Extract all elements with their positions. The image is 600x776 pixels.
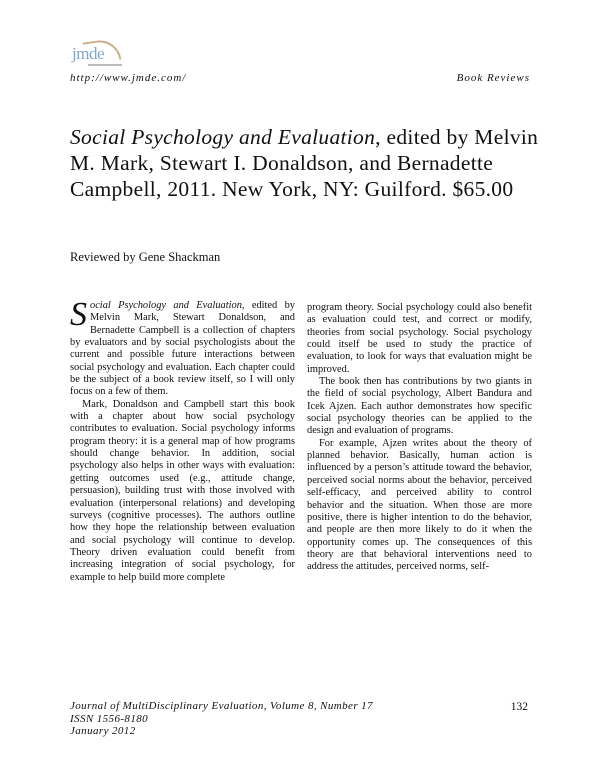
drop-cap: S	[70, 300, 87, 333]
journal-url[interactable]: http://www.jmde.com/	[70, 72, 187, 84]
book-details: , edited by Melvin M. Mark, Stewart I. Donaldson, and Bernadette Campbell, 2011. New York, NY: Guilford. $65.00	[70, 125, 539, 201]
byline: Reviewed by Gene Shackman	[70, 250, 221, 264]
section-label: Book Reviews	[456, 72, 530, 84]
paragraph: The book then has contributions by two giants in the field of social psychology, Albert Bandura and Icek Ajzen. Each author demonstrates how specific social psychology theories can be applied to the design and evaluation of programs.	[307, 376, 532, 437]
issn: ISSN 1556-8180	[70, 712, 149, 725]
journal-citation: Journal of MultiDisciplinary Evaluation, Volume 8, Number 17	[70, 700, 373, 712]
issue-date: January 2012	[70, 725, 136, 737]
paragraph: Mark, Donaldson and Campbell start this book with a chapter about how social psychology contributes to evaluation. Social psychology informs program theory: it is a general map of how programs should change behavior. In addition, social psychology also helps in other ways with evaluation: getting outcomes used (e.g., attitude change, persuasion), building trust with those involved with evaluation (interpersonal relations) and developing surveys (cognitive processes). The authors outline how they hope the relationship between evaluation and social psychology will continue to develop. Theory driven evaluation could benefit from increasing integration of social psychology, for example to help build more complete	[70, 398, 295, 583]
book-title-inline: ocial Psychology and Evaluation	[90, 300, 242, 311]
book-title: Social Psychology and Evaluation	[70, 125, 376, 149]
review-title	[70, 124, 540, 202]
logo-tagline-line	[88, 64, 122, 66]
paragraph: program theory. Social psychology could also benefit as evaluation could test, and correct or modify, theories from social psychology. Social psychology could itself be used to study the practice of evaluation, to look for ways that evaluation might be improved.	[307, 302, 532, 375]
page-footer	[70, 700, 373, 738]
body-column-left	[70, 300, 295, 685]
page-number: 132	[510, 701, 528, 713]
paragraph-text: , edited by Melvin Mark, Stewart Donaldson, and Bernadette Campbell is a collection of chapters by evaluators and by social psychologists about the current and possible future interactions between social psychology and evaluation. Each chapter could be the subject of a book review itself, so I will only focus on a few of them.	[70, 300, 295, 398]
journal-logo	[70, 40, 130, 70]
body-column-right	[307, 302, 532, 687]
paragraph	[70, 300, 295, 399]
logo-text: jmde	[72, 44, 104, 63]
paragraph: For example, Ajzen writes about the theory of planned behavior. Basically, human action is influenced by a person’s attitude toward the behavior, perceived social norms about the behavior, perceived self-efficacy, and perceived ability to control behavior and the situation. When those are more positive, there is higher intention to do the behavior, and people are then more likely to do it when the opportunity comes up. The consequences of this theory are that behavioral interventions need to address the attitudes, perceived norms, self-	[307, 437, 532, 573]
